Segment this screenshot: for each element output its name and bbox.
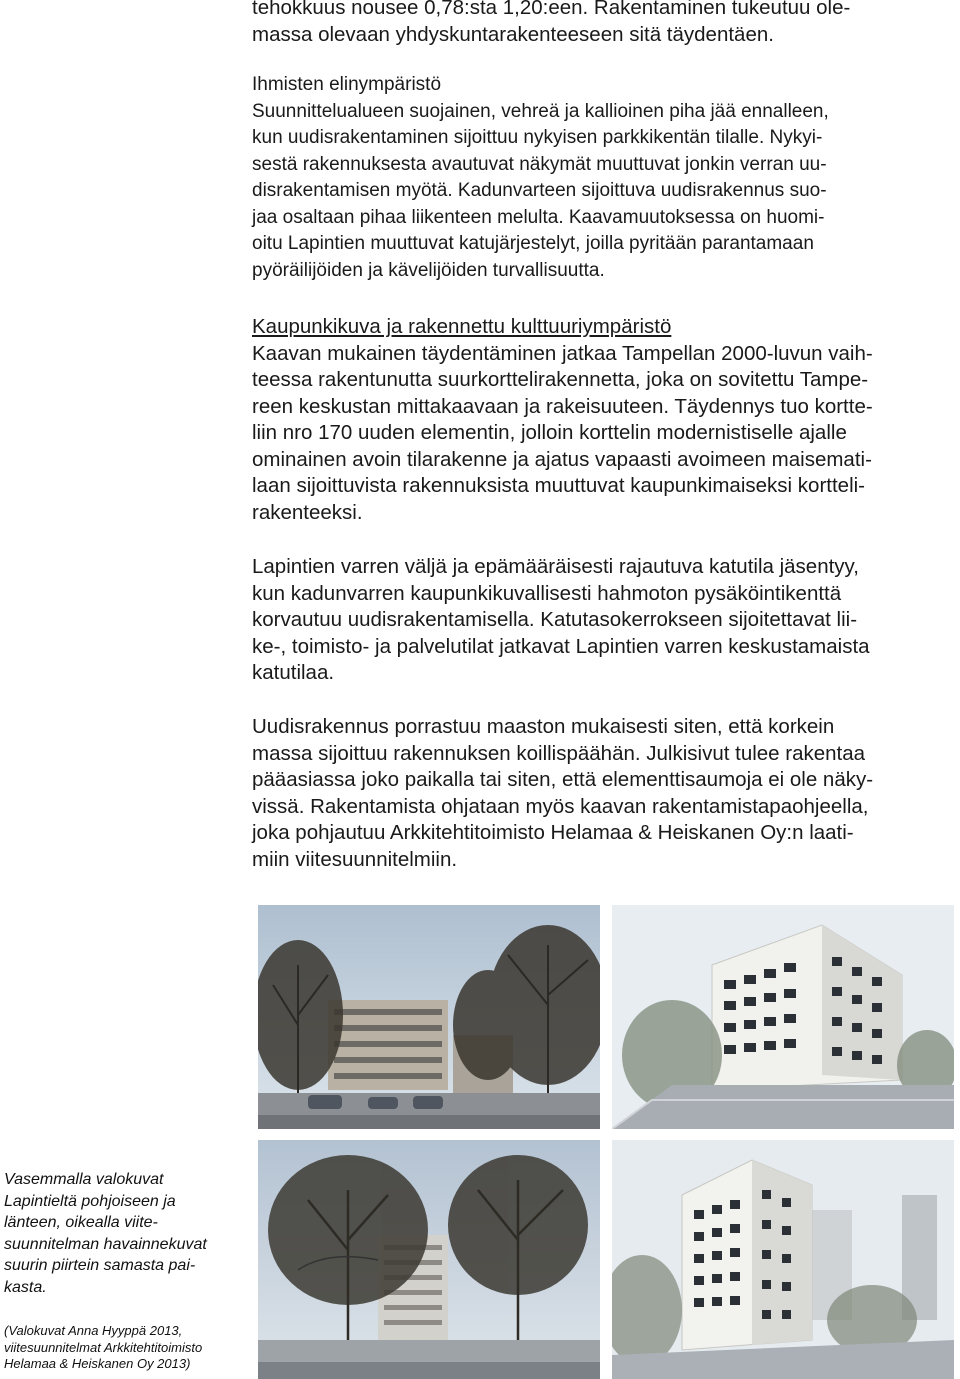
section-living-environment	[252, 72, 952, 284]
image-credit	[4, 1323, 240, 1373]
body-line: massa olevaan yhdyskuntarakenteeseen sitä täydentäen.	[252, 22, 774, 46]
image-caption	[4, 1169, 240, 1298]
body-line: Kaavan mukainen täydentäminen jatkaa Tampellan 2000-luvun vaih-	[252, 341, 873, 365]
body-line: rakenteeksi.	[252, 500, 363, 524]
body-line: teessa rakentunutta suurkorttelirakennetta, joka on sovitettu Tampe-	[252, 368, 869, 391]
body-line: ominainen avoin tilarakenne ja ajatus vapaasti avoimeen maisemati-	[252, 447, 872, 471]
body-line: pääasiassa joko paikalla tai siten, että elementtisaumoja ei ole näky-	[252, 768, 874, 791]
body-line: laan sijoittuvista rakennuksista muuttuvat kaupunkimaiseksi kortteli-	[252, 474, 865, 497]
caption-line: kasta.	[4, 1278, 47, 1296]
body-line: reen keskustan mittakaavaan ja rakeisuuteen. Täydennys tuo kortte-	[252, 394, 873, 418]
render-plan-view-north	[612, 905, 954, 1129]
caption-line: suurin piirtein samasta pai-	[4, 1257, 196, 1274]
body-line: oitu Lapintien muuttuvat katujärjestelyt, joilla pyritään parantamaan	[252, 233, 814, 254]
section-heading: Ihmisten elinympäristö	[252, 74, 442, 95]
credit-line: viitesuunnitelmat Arkkitehtitoimisto	[4, 1339, 203, 1355]
section-townscape	[252, 314, 952, 526]
body-line: kun uudisrakentaminen sijoittuu nykyisen parkkikentän tilalle. Nykyi-	[252, 127, 823, 148]
photo-current-view-north	[258, 905, 600, 1129]
body-line: disrakentamisen myötä. Kadunvarteen sijoittuva uudisrakennus suo-	[252, 180, 827, 201]
body-line: pyöräilijöiden ja kävelijöiden turvallisuutta.	[252, 259, 605, 281]
caption-line: länteen, oikealla viite-	[4, 1214, 158, 1231]
caption-line: Vasemmalla valokuvat	[4, 1171, 164, 1188]
caption-line: suunnitelman havainnekuvat	[4, 1235, 207, 1253]
body-line: korvautuu uudisrakentamisella. Katutasokerrokseen sijoitettavat lii-	[252, 608, 858, 631]
body-line: sestä rakennuksesta avautuvat näkymät muuttuvat jonkin verran uu-	[252, 153, 827, 175]
section-heading: Kaupunkikuva ja rakennettu kulttuuriympäristö	[252, 315, 672, 338]
intro-text	[252, 0, 952, 48]
credit-line: Helamaa & Heiskanen Oy 2013)	[4, 1356, 191, 1371]
body-line: massa sijoittuu rakennuksen koillispäähän. Julkisivut tulee rakentaa	[252, 741, 866, 765]
townscape-paragraph-2	[252, 554, 952, 687]
body-line: Suunnittelualueen suojainen, vehreä ja kallioinen piha jää ennalleen,	[252, 100, 829, 122]
caption-line: Lapintieltä pohjoiseen ja	[4, 1192, 176, 1210]
render-plan-view-west	[612, 1140, 954, 1379]
body-line: liin nro 170 uuden elementin, jolloin korttelin modernistiselle ajalle	[252, 421, 847, 444]
body-line: vissä. Rakentamista ohjataan myös kaavan rakentamistapaohjeella,	[252, 794, 869, 818]
body-line: tehokkuus nousee 0,78:sta 1,20:een. Rakentaminen tukeutuu ole-	[252, 0, 851, 19]
townscape-paragraph-3	[252, 714, 952, 873]
body-line: miin viitesuunnitelmiin.	[252, 847, 458, 871]
body-line: Lapintien varren väljä ja epämääräisesti rajautuva katutila jäsentyy,	[252, 555, 859, 578]
photo-current-view-west	[258, 1140, 600, 1379]
body-line: joka pohjautuu Arkkitehtitoimisto Helamaa & Heiskanen Oy:n laati-	[252, 821, 854, 844]
body-line: Uudisrakennus porrastuu maaston mukaisesti siten, että korkein	[252, 715, 835, 738]
body-line: ke-, toimisto- ja palvelutilat jatkavat Lapintien varren keskustamaista	[252, 634, 870, 658]
credit-line: (Valokuvat Anna Hyyppä 2013,	[4, 1323, 183, 1338]
body-line: katutilaa.	[252, 661, 335, 684]
body-line: jaa osaltaan pihaa liikenteen melulta. Kaavamuutoksessa on huomi-	[252, 206, 825, 228]
body-line: kun kadunvarren kaupunkikuvallisesti hahmoton pysäköintikenttä	[252, 581, 842, 605]
